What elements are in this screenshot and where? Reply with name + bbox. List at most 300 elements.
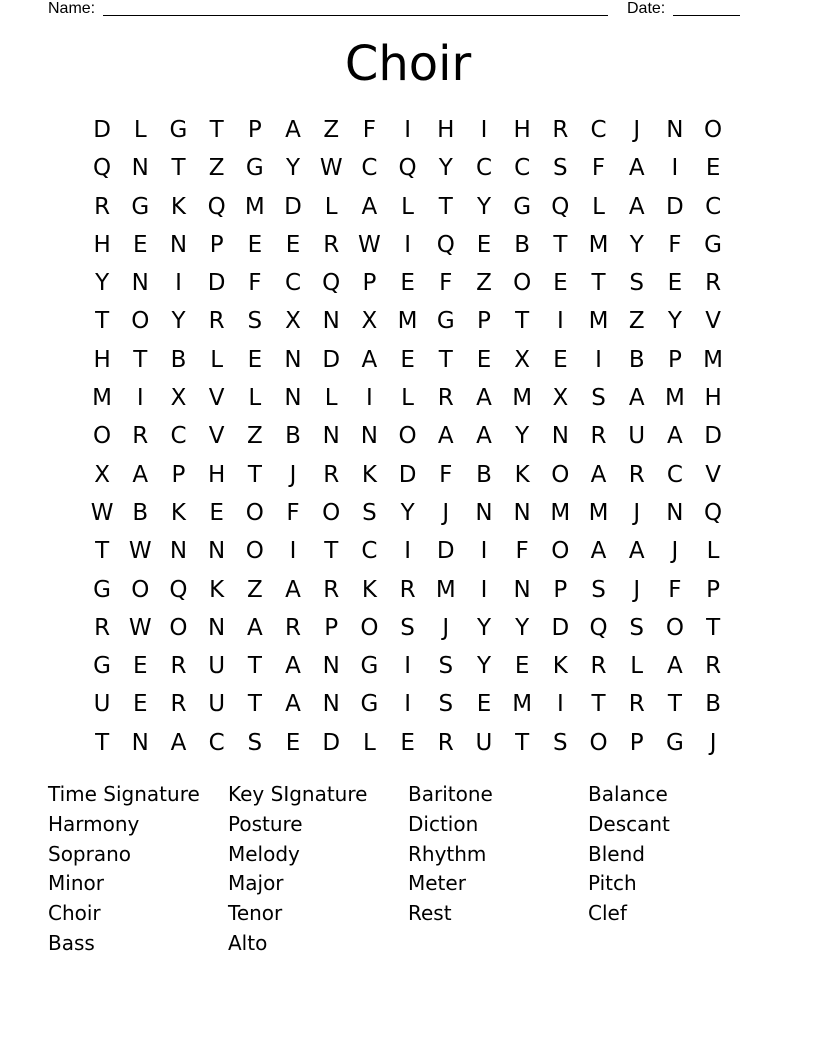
grid-letter: N [131, 155, 149, 182]
name-line [103, 15, 608, 16]
grid-letter: B [132, 499, 149, 526]
word-list-item: Alto [228, 930, 268, 955]
grid-letter: Z [628, 308, 645, 335]
grid-letter: A [667, 423, 683, 450]
grid-letter: G [360, 653, 379, 680]
word-list-item: Key SIgnature [228, 782, 368, 806]
grid-letter: E [705, 155, 721, 182]
grid-letter: K [514, 461, 530, 488]
grid-letter: O [93, 423, 112, 450]
grid-letter: R [285, 614, 302, 641]
word-list-item: Major [228, 871, 284, 896]
grid-letter: M [397, 308, 418, 335]
grid-letter: P [324, 614, 339, 641]
grid-row [83, 149, 733, 187]
grid-letter: C [666, 461, 683, 488]
grid-letter: F [591, 155, 606, 182]
grid-letter: Y [438, 155, 453, 182]
grid-letter: J [633, 576, 641, 603]
grid-letter: N [322, 423, 340, 450]
word-list-item: Posture [228, 811, 303, 836]
grid-letter: N [208, 614, 226, 641]
grid-letter: N [284, 346, 302, 373]
grid-letter: X [361, 308, 378, 335]
grid-letter: T [515, 729, 530, 756]
grid-letter: V [208, 423, 225, 450]
grid-letter: E [285, 231, 301, 258]
grid-letter: P [667, 346, 682, 373]
grid-letter: O [245, 538, 264, 565]
grid-letter: A [361, 346, 378, 373]
grid-letter: B [476, 461, 492, 488]
grid-letter: V [705, 308, 721, 335]
grid-letter: L [401, 193, 414, 220]
grid-letter: F [362, 117, 377, 143]
grid-letter: N [131, 729, 149, 756]
grid-letter: D [322, 346, 341, 373]
grid-letter: I [404, 653, 411, 680]
grid-letter: P [171, 461, 186, 488]
grid-letter: F [286, 499, 300, 526]
grid-letter: T [247, 461, 262, 488]
grid-letter: R [323, 576, 340, 603]
word-list-item: Rest [408, 901, 452, 926]
grid-letter: Z [246, 423, 263, 450]
grid-letter: I [671, 155, 679, 182]
grid-letter: I [480, 538, 488, 565]
grid-letter: O [513, 270, 532, 297]
grid-letter: T [667, 691, 682, 718]
grid-letter: L [401, 385, 414, 412]
grid-letter: N [322, 308, 340, 335]
grid-letter: N [513, 576, 531, 603]
page-title: Choir [344, 36, 472, 92]
grid-letter: U [208, 691, 226, 718]
grid-letter: N [208, 538, 226, 565]
name-label: Name: [48, 0, 96, 17]
grid-row [83, 685, 733, 723]
grid-letter: O [245, 499, 264, 526]
grid-letter: Y [476, 193, 491, 220]
grid-letter: G [93, 576, 111, 603]
grid-letter: Q [207, 193, 226, 220]
grid-letter: B [628, 346, 645, 373]
grid-letter: R [323, 461, 340, 488]
grid-letter: E [285, 729, 301, 756]
grid-letter: E [476, 231, 492, 258]
grid-letter: T [324, 538, 339, 565]
grid-letter: G [704, 231, 722, 258]
grid-letter: E [247, 231, 263, 258]
grid-letter: Q [398, 155, 417, 182]
grid-row [83, 724, 733, 762]
grid-letter: D [398, 461, 417, 488]
grid-letter: A [285, 653, 301, 680]
grid-letter: R [399, 576, 416, 603]
grid-letter: R [94, 193, 111, 220]
grid-letter: S [553, 729, 568, 756]
grid-letter: G [360, 691, 379, 718]
grid-letter: N [360, 423, 379, 450]
grid-letter: Q [93, 155, 112, 182]
grid-letter: P [706, 576, 721, 603]
grid-letter: B [170, 346, 187, 373]
grid-letter: O [704, 117, 723, 143]
grid-letter: E [553, 346, 568, 373]
word-list-item: Rhythm [408, 841, 487, 866]
grid-letter: C [361, 155, 378, 182]
grid-letter: A [590, 461, 607, 488]
grid-letter: E [133, 231, 148, 258]
grid-letter: D [551, 614, 570, 641]
grid-letter: N [551, 423, 569, 450]
grid-row [83, 111, 733, 149]
grid-letter: M [92, 385, 113, 412]
grid-row [83, 226, 733, 264]
grid-letter: B [705, 691, 721, 718]
word-list-item: Descant [588, 811, 670, 836]
grid-letter: E [514, 653, 530, 680]
grid-letter: G [436, 308, 455, 335]
grid-letter: U [93, 691, 111, 718]
grid-letter: E [400, 729, 415, 756]
date-label: Date: [627, 0, 666, 17]
grid-letter: S [247, 308, 263, 335]
grid-letter: A [361, 193, 378, 220]
grid-row [83, 417, 733, 455]
grid-letter: U [208, 653, 226, 680]
grid-letter: E [133, 653, 148, 680]
grid-letter: S [247, 729, 263, 756]
grid-letter: R [437, 729, 454, 756]
grid-letter: E [400, 270, 415, 297]
grid-letter: I [175, 270, 182, 297]
grid-row [83, 379, 733, 417]
grid-letter: Y [286, 155, 301, 182]
grid-letter: Q [551, 193, 570, 220]
grid-letter: L [324, 193, 338, 220]
grid-letter: H [513, 117, 531, 143]
grid-letter: W [90, 499, 114, 526]
grid-letter: Y [476, 614, 491, 641]
grid-row [83, 264, 733, 302]
grid-letter: S [362, 499, 377, 526]
grid-letter: R [208, 308, 225, 335]
worksheet-header [48, 0, 748, 20]
grid-letter: R [705, 653, 722, 680]
grid-letter: G [513, 193, 532, 220]
grid-letter: J [289, 461, 297, 488]
grid-letter: R [628, 691, 645, 718]
grid-letter: N [284, 385, 302, 412]
grid-letter: C [705, 193, 722, 220]
grid-letter: V [208, 385, 225, 412]
grid-letter: M [550, 499, 571, 526]
letter-grid [83, 111, 733, 762]
grid-letter: R [705, 270, 722, 297]
grid-letter: N [169, 231, 188, 258]
grid-letter: G [93, 653, 111, 680]
grid-letter: T [247, 691, 262, 718]
grid-letter: Z [323, 117, 340, 143]
grid-letter: G [131, 193, 150, 220]
grid-letter: L [210, 346, 224, 373]
grid-letter: R [590, 653, 607, 680]
grid-letter: M [244, 193, 265, 220]
word-list-item: Minor [48, 871, 104, 896]
grid-letter: H [93, 231, 111, 258]
grid-letter: A [476, 385, 492, 412]
grid-row [83, 456, 733, 494]
grid-letter: D [207, 270, 226, 297]
grid-letter: V [705, 461, 721, 488]
grid-letter: Y [95, 270, 110, 297]
grid-letter: I [404, 691, 411, 718]
grid-letter: J [442, 499, 450, 526]
grid-letter: G [245, 155, 264, 182]
grid-letter: T [438, 193, 453, 220]
grid-letter: X [170, 385, 187, 412]
grid-letter: A [628, 155, 645, 182]
word-list-item: Time Signature [48, 782, 200, 806]
grid-letter: L [706, 538, 720, 565]
grid-letter: I [556, 308, 564, 335]
grid-letter: O [551, 461, 570, 488]
grid-letter: G [169, 117, 188, 143]
grid-letter: O [360, 614, 379, 641]
grid-letter: M [435, 576, 456, 603]
grid-letter: A [667, 653, 683, 680]
grid-letter: N [666, 499, 684, 526]
grid-letter: Y [400, 499, 415, 526]
grid-letter: C [361, 538, 378, 565]
grid-letter: N [666, 117, 684, 143]
grid-letter: C [475, 155, 492, 182]
grid-letter: R [132, 423, 149, 450]
grid-letter: E [133, 691, 148, 718]
grid-letter: Q [322, 270, 341, 297]
grid-letter: T [591, 691, 606, 718]
grid-row [83, 571, 733, 609]
grid-letter: M [664, 385, 685, 412]
grid-letter: O [169, 614, 188, 641]
word-list-item: Blend [588, 841, 645, 866]
grid-letter: I [289, 538, 297, 565]
grid-letter: H [437, 117, 455, 143]
grid-letter: C [285, 270, 302, 297]
grid-row [83, 302, 733, 340]
grid-letter: D [322, 729, 341, 756]
grid-letter: M [588, 499, 609, 526]
grid-letter: R [552, 117, 569, 143]
grid-letter: A [476, 423, 492, 450]
grid-letter: O [131, 308, 150, 335]
grid-row [83, 647, 733, 685]
grid-letter: S [400, 614, 415, 641]
grid-letter: E [247, 346, 263, 373]
grid-letter: Z [476, 270, 492, 297]
grid-letter: M [512, 385, 533, 412]
grid-letter: L [592, 193, 605, 220]
grid-letter: M [703, 346, 724, 373]
grid-letter: T [209, 117, 224, 143]
grid-letter: G [665, 729, 684, 756]
grid-letter: P [629, 729, 644, 756]
grid-letter: J [633, 499, 641, 526]
grid-letter: S [591, 385, 606, 412]
grid-letter: I [404, 231, 411, 258]
grid-letter: C [514, 155, 531, 182]
grid-row [83, 188, 733, 226]
grid-letter: D [93, 117, 111, 143]
grid-letter: X [514, 346, 531, 373]
grid-letter: L [362, 729, 376, 756]
word-list-item: Melody [228, 841, 300, 866]
grid-letter: O [398, 423, 417, 450]
grid-letter: K [361, 576, 377, 603]
grid-letter: Z [208, 155, 225, 182]
grid-letter: M [588, 231, 609, 258]
grid-letter: U [475, 729, 493, 756]
grid-letter: F [439, 270, 453, 297]
grid-letter: M [588, 308, 609, 335]
grid-letter: T [133, 346, 148, 373]
word-list-item: Bass [48, 930, 95, 955]
grid-letter: E [400, 346, 415, 373]
grid-letter: K [170, 193, 187, 220]
grid-letter: R [170, 653, 187, 680]
grid-letter: P [477, 308, 491, 335]
grid-letter: S [629, 270, 645, 297]
grid-letter: H [704, 385, 722, 412]
grid-letter: A [285, 576, 301, 603]
grid-letter: F [668, 576, 682, 603]
grid-letter: A [246, 614, 263, 641]
grid-letter: L [324, 385, 338, 412]
grid-letter: A [628, 538, 645, 565]
grid-letter: C [170, 423, 187, 450]
grid-letter: T [247, 653, 262, 680]
word-list-item: Harmony [48, 811, 140, 836]
grid-letter: P [209, 231, 224, 258]
grid-letter: E [553, 270, 568, 297]
grid-letter: N [322, 653, 340, 680]
grid-letter: U [628, 423, 646, 450]
grid-letter: K [209, 576, 225, 603]
grid-letter: A [628, 385, 645, 412]
grid-letter: I [556, 691, 564, 718]
word-list [48, 779, 768, 958]
grid-letter: D [704, 423, 722, 450]
grid-letter: F [439, 461, 453, 488]
grid-letter: A [285, 691, 301, 718]
word-list-item: Balance [588, 782, 668, 806]
grid-letter: O [551, 538, 570, 565]
grid-letter: I [480, 576, 488, 603]
grid-letter: Q [589, 614, 608, 641]
grid-letter: L [133, 117, 147, 143]
grid-letter: T [95, 729, 110, 756]
grid-row [83, 609, 733, 647]
word-list-item: Baritone [408, 782, 493, 806]
grid-row [83, 341, 733, 379]
grid-letter: K [361, 461, 377, 488]
grid-letter: E [476, 691, 492, 718]
grid-letter: N [131, 270, 149, 297]
grid-letter: K [170, 499, 187, 526]
grid-letter: A [132, 461, 149, 488]
grid-letter: X [552, 385, 569, 412]
grid-letter: N [169, 538, 188, 565]
date-line [673, 15, 740, 16]
grid-letter: H [208, 461, 226, 488]
grid-letter: W [128, 614, 152, 641]
grid-letter: F [248, 270, 262, 297]
grid-letter: A [437, 423, 454, 450]
grid-letter: Z [246, 576, 263, 603]
grid-letter: A [170, 729, 187, 756]
grid-letter: Y [667, 308, 682, 335]
grid-letter: F [668, 231, 682, 258]
word-list-item: Pitch [588, 871, 637, 896]
grid-letter: J [709, 729, 717, 756]
grid-letter: N [475, 499, 493, 526]
grid-letter: J [671, 538, 679, 565]
grid-letter: T [706, 614, 721, 641]
grid-letter: C [590, 117, 607, 143]
grid-letter: Y [515, 423, 530, 450]
grid-letter: J [442, 614, 450, 641]
grid-letter: P [247, 117, 262, 143]
word-list-item: Choir [48, 901, 101, 926]
grid-letter: Q [436, 231, 455, 258]
grid-letter: O [131, 576, 150, 603]
grid-letter: R [590, 423, 607, 450]
grid-letter: B [285, 423, 301, 450]
grid-letter: S [553, 155, 568, 182]
grid-letter: D [436, 538, 455, 565]
grid-letter: W [319, 155, 343, 182]
grid-letter: K [552, 653, 568, 680]
grid-letter: Q [704, 499, 723, 526]
grid-letter: A [628, 193, 645, 220]
grid-letter: Y [629, 231, 644, 258]
grid-letter: T [438, 346, 453, 373]
grid-letter: T [515, 308, 530, 335]
word-list-item: Clef [588, 901, 627, 926]
grid-letter: I [404, 117, 411, 143]
grid-letter: E [209, 499, 224, 526]
grid-letter: T [171, 155, 186, 182]
grid-letter: R [323, 231, 340, 258]
grid-letter: E [667, 270, 683, 297]
grid-letter: D [284, 193, 302, 220]
grid-letter: N [513, 499, 531, 526]
grid-letter: W [128, 538, 152, 565]
grid-letter: A [285, 117, 301, 143]
grid-letter: T [553, 231, 568, 258]
grid-letter: P [362, 270, 377, 297]
word-list-item: Soprano [48, 841, 132, 866]
grid-letter: Y [171, 308, 186, 335]
grid-letter: S [438, 653, 454, 680]
grid-letter: I [480, 117, 488, 143]
grid-letter: O [589, 729, 608, 756]
word-list-item: Diction [408, 811, 479, 836]
grid-letter: T [591, 270, 606, 297]
word-list-item: Meter [408, 871, 466, 896]
grid-letter: I [366, 385, 373, 412]
